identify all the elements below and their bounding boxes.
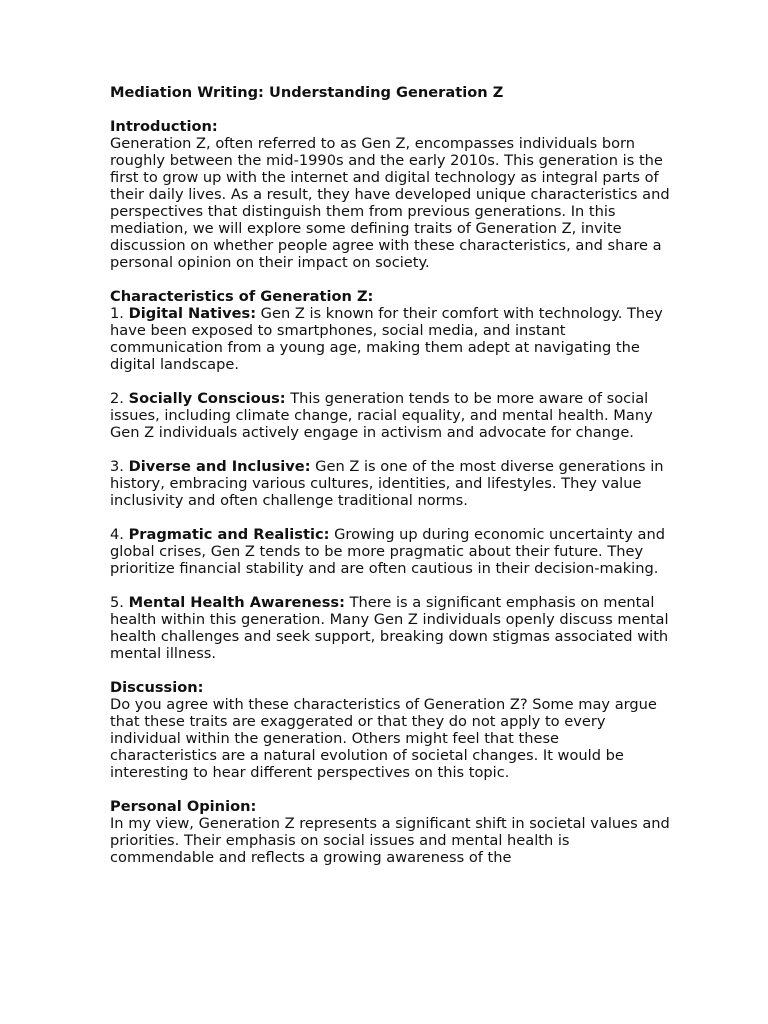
characteristic-label: Diverse and Inclusive:: [128, 458, 311, 475]
discussion-body: Do you agree with these characteristics of Generation Z? Some may argue that these traits are exaggerated or that they do not apply to every individual within the generation. Others might feel that these characteristics are a natural evolution of societal changes. It would be interesting to hear different perspectives on this topic.: [110, 696, 657, 781]
introduction-heading: Introduction:: [110, 118, 218, 135]
characteristic-item-4: [110, 526, 670, 577]
document-title: Mediation Writing: Understanding Generation Z: [110, 84, 504, 101]
characteristic-item-2: [110, 390, 670, 441]
personal-opinion-body: In my view, Generation Z represents a significant shift in societal values and priorities. Their emphasis on social issues and mental health is commendable and reflects a growing awareness of the: [110, 815, 670, 866]
document-page: [110, 84, 670, 883]
characteristic-text: This generation tends to be more aware of social issues, including climate change, racial equality, and mental health. Many Gen Z individuals actively engage in activism and advocate for change.: [110, 390, 653, 441]
characteristic-text: Gen Z is known for their comfort with technology. They have been exposed to smartphones, social media, and instant communication from a young age, making them adept at navigating the digital landscape.: [110, 305, 663, 373]
introduction-body: Generation Z, often referred to as Gen Z, encompasses individuals born roughly between the mid-1990s and the early 2010s. This generation is the first to grow up with the internet and digital technology as integral parts of their daily lives. As a result, they have developed unique characteristics and perspectives that distinguish them from previous generations. In this mediation, we will explore some defining traits of Generation Z, invite discussion on whether people agree with these characteristics, and share a personal opinion on their impact on society.: [110, 135, 670, 271]
discussion-heading: Discussion:: [110, 679, 204, 696]
characteristic-label: Digital Natives:: [128, 305, 257, 322]
characteristic-label: Mental Health Awareness:: [128, 594, 345, 611]
characteristic-item-5: [110, 594, 670, 662]
characteristic-number: 2.: [110, 390, 124, 407]
characteristic-text: Gen Z is one of the most diverse generations in history, embracing various cultures, identities, and lifestyles. They value inclusivity and often challenge traditional norms.: [110, 458, 664, 509]
characteristic-text: There is a significant emphasis on mental health within this generation. Many Gen Z individuals openly discuss mental health challenges and seek support, breaking down stigmas associated with mental illness.: [110, 594, 669, 662]
characteristic-number: 5.: [110, 594, 124, 611]
characteristic-item-3: [110, 458, 670, 509]
characteristic-label: Socially Conscious:: [128, 390, 286, 407]
personal-opinion-heading: Personal Opinion:: [110, 798, 257, 815]
characteristic-item-1: [110, 305, 670, 373]
characteristic-number: 4.: [110, 526, 124, 543]
characteristics-heading: Characteristics of Generation Z:: [110, 288, 374, 305]
characteristic-label: Pragmatic and Realistic:: [128, 526, 330, 543]
characteristic-text: Growing up during economic uncertainty and global crises, Gen Z tends to be more pragmatic about their future. They prioritize financial stability and are often cautious in their decision-making.: [110, 526, 665, 577]
characteristic-number: 1.: [110, 305, 124, 322]
characteristic-number: 3.: [110, 458, 124, 475]
